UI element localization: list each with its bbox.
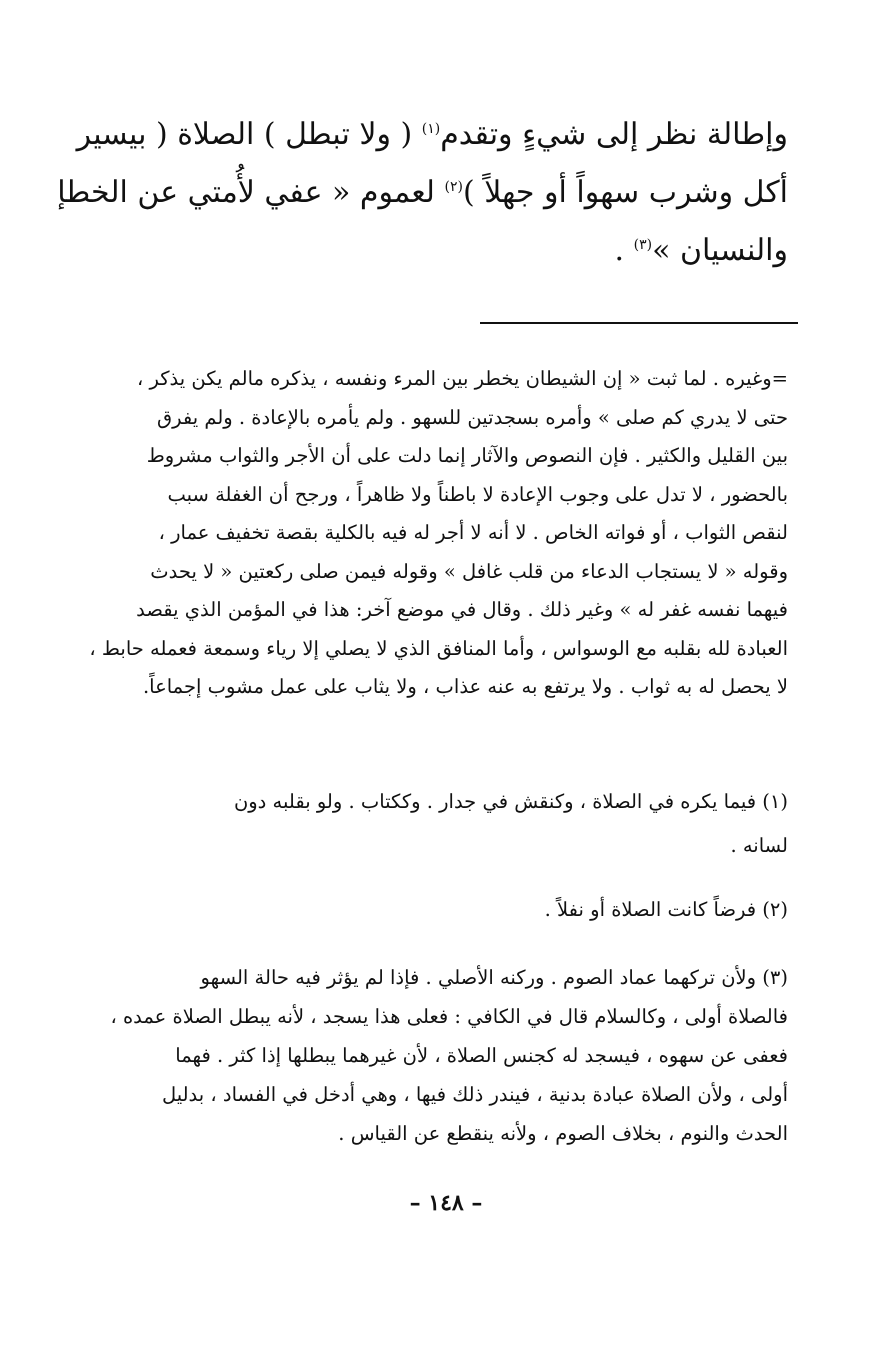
page-number: – ١٤٨ – — [409, 1190, 483, 1216]
main-text-line — [70, 222, 788, 280]
footnote-3-line: (٣) ولأن تركهما عماد الصوم . وركنه الأصلي . فإذا لم يؤثر فيه حالة السهو — [200, 966, 788, 989]
footnote-1-line: لسانه . — [730, 834, 788, 857]
main-text-line — [70, 106, 788, 164]
footnote-ref-3[interactable]: (٣) — [633, 237, 653, 253]
footnote-line: =وغيره . لما ثبت « إن الشيطان يخطر بين المرء ونفسه ، يذكره مالم يكن يذكر ، — [137, 367, 788, 390]
footnote-2-line: (٢) فرضاً كانت الصلاة أو نفلاً . — [544, 898, 788, 921]
main-text-line — [57, 164, 788, 222]
footnote-1 — [70, 780, 788, 868]
footnote-separator-rule — [480, 322, 798, 324]
footnote-1-line: (١) فيما يكره في الصلاة ، وكنقش في جدار . وككتاب . ولو بقلبه دون — [233, 790, 788, 813]
footnote-3-line: أولى ، ولأن الصلاة عبادة بدنية ، فيندر ذلك فيها ، وهي أدخل في الفساد ، بدليل — [161, 1083, 788, 1106]
footnote-line: لنقص الثواب ، أو فواته الخاص . لا أنه لا أجر له فيه بالكلية بقصة تخفيف عمار ، — [158, 521, 788, 544]
footnote-line: بين القليل والكثير . فإن النصوص والآثار إنما دلت على أن الأجر والثواب مشروط — [146, 444, 788, 467]
footnote-line: وقوله « لا يستجاب الدعاء من قلب غافل » وقوله فيمن صلى ركعتين « لا يحدث — [150, 559, 788, 583]
main-line-3-after: . — [614, 233, 634, 268]
main-line-1-after: ( ولا تبطل ) الصلاة ( بيسير — [76, 117, 422, 152]
footnote-line: العبادة لله بقلبه مع الوسواس ، وأما المنافق الذي لا يصلي إلا رياء وسمعة فعمله حابط ، — [89, 636, 788, 660]
main-line-2-text: أكل وشرب سهواً أو جهلاً ) — [462, 175, 788, 210]
footnote-line: فيهما نفسه غفر له » وغير ذلك . وقال في موضع آخر: هذا في المؤمن الذي يقصد — [136, 598, 788, 621]
footnote-3 — [70, 958, 788, 1153]
main-text — [57, 106, 788, 280]
footnote-line: لا يحصل له به ثواب . ولا يرتفع به عنه عذاب ، ولا يثاب على عمل مشوب إجماعاً. — [142, 675, 788, 698]
footnote-line: بالحضور ، لا تدل على وجوب الإعادة لا باطناً ولا ظاهراً ، ورجح أن الغفلة سبب — [167, 482, 788, 506]
footnote-line: حتى لا يدري كم صلى » وأمره بسجدتين للسهو . ولم يأمره بالإعادة . ولم يفرق — [156, 405, 788, 429]
main-line-1-text: وإطالة نظر إلى شيءٍ وتقدم — [440, 117, 788, 152]
footnote-3-line: فالصلاة أولى ، وكالسلام قال في الكافي : فعلى هذا يسجد ، لأنه يبطل الصلاة عمده ، — [110, 1005, 788, 1028]
footnote-3-line: فعفى عن سهوه ، فيسجد له كجنس الصلاة ، لأن غيرهما يبطلها إذا كثر . فهما — [175, 1044, 788, 1067]
main-line-2-after: لعموم « عفي لأُمتي عن الخطإ — [57, 175, 445, 210]
footnote-3-line: الحدث والنوم ، بخلاف الصوم ، ولأنه ينقطع عن القياس . — [338, 1122, 788, 1145]
footnote-continuation — [70, 360, 788, 707]
main-line-3-text: والنسيان » — [652, 233, 788, 268]
footnote-2 — [70, 890, 788, 930]
footnote-ref-1[interactable]: (١) — [421, 121, 441, 137]
footnote-ref-2[interactable]: (٢) — [444, 179, 463, 195]
